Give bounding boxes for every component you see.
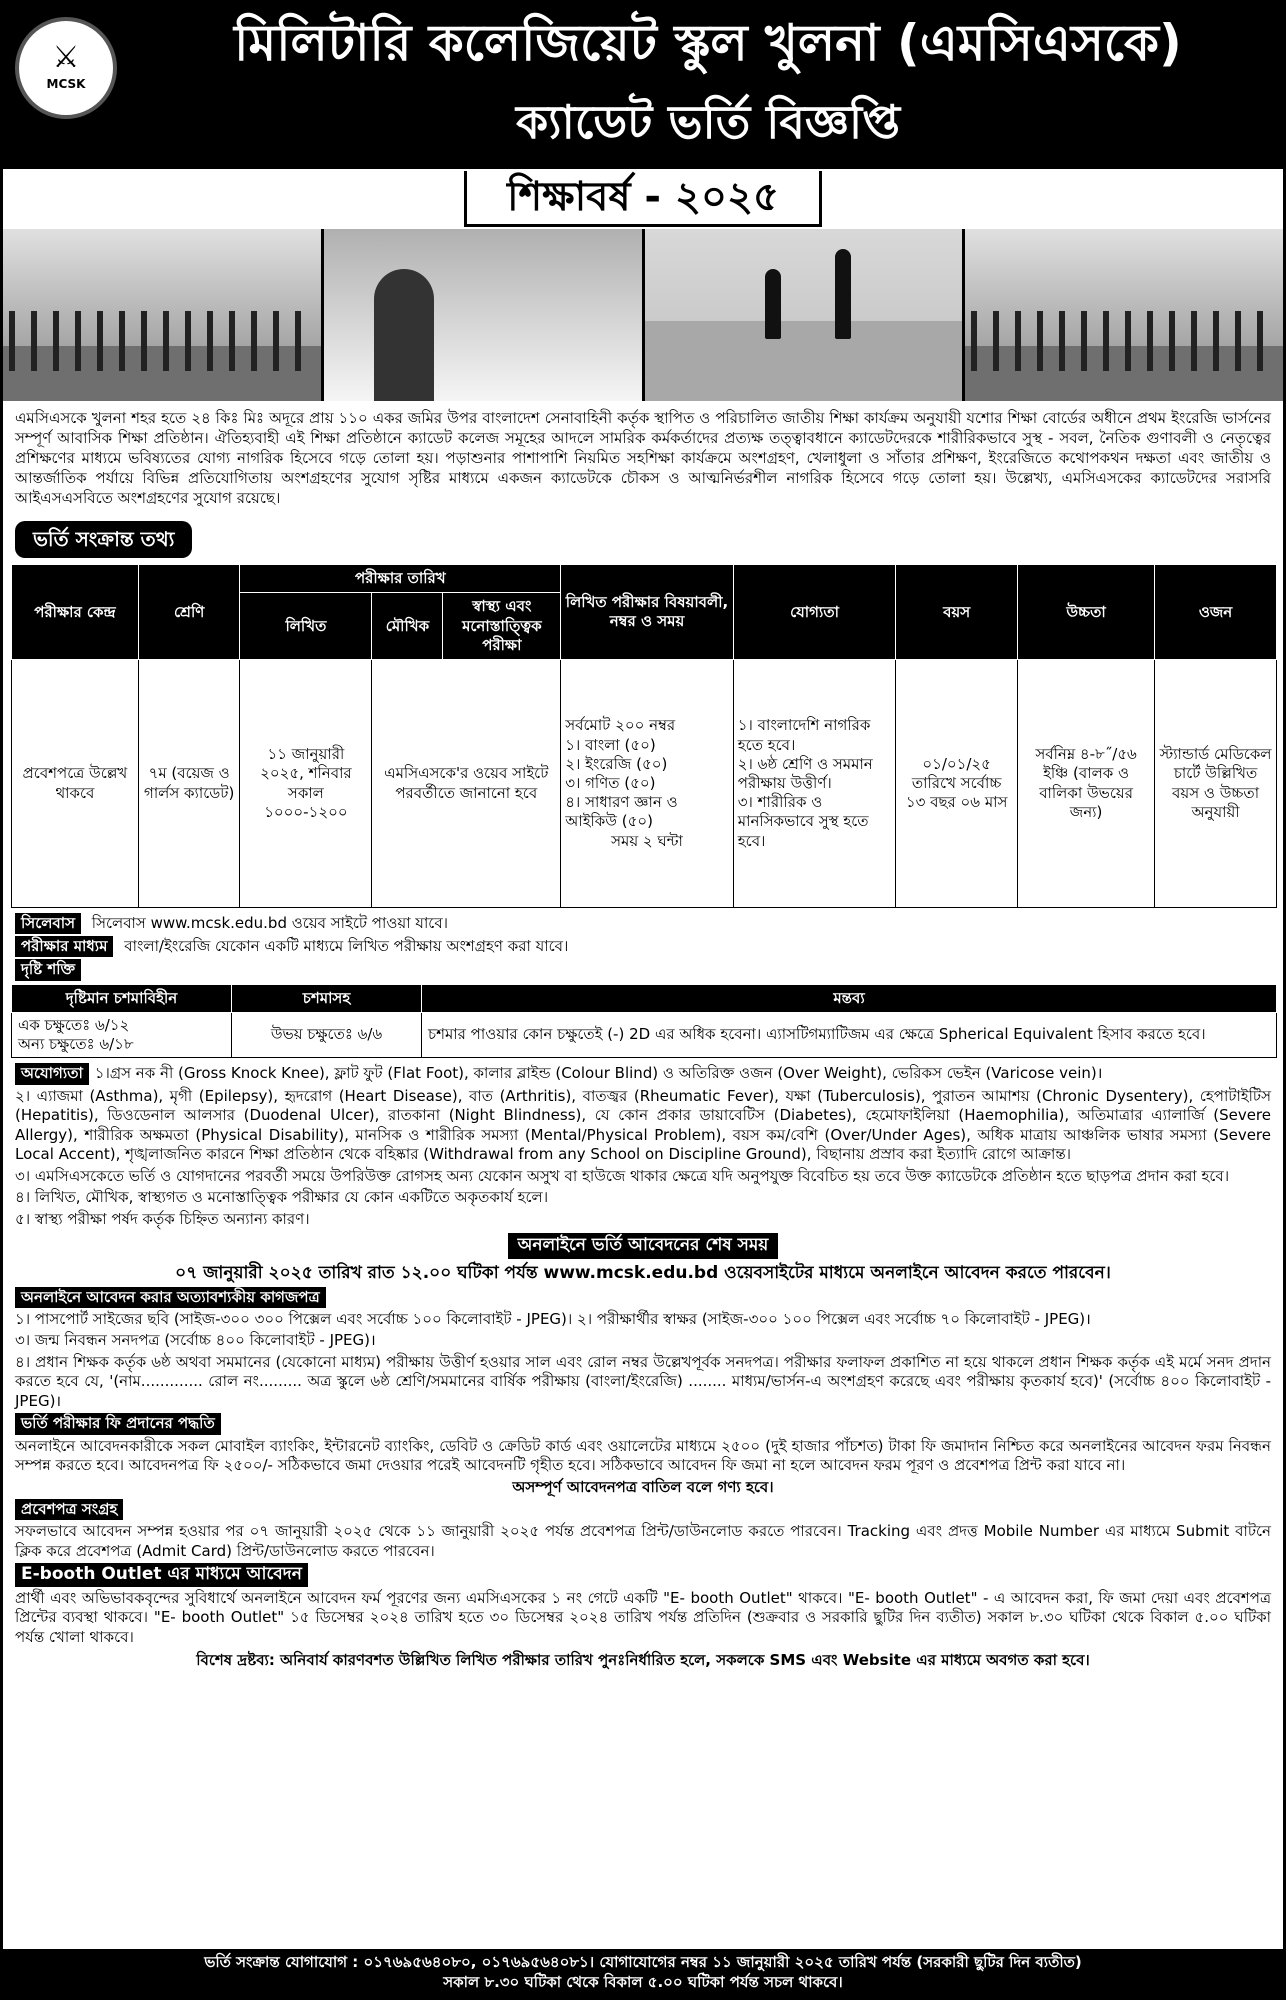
cell-height: সর্বনিম্ন ৪-৮˝/৫৬ ইঞ্চি (বালক ও বালিকা উভয়ের জন্য) <box>1018 660 1155 908</box>
ineligibility-item: ২। এ্যাজমা (Asthma), মৃগী (Epilepsy), হৃদরোগ (Heart Disease), বাত (Arthritis), বাতজ্বর (Rheumatic Fever), যক্ষা (Tuberculosis), পুরাতন আমাশয় (Chronic Dysentery), হেপাটাইটিস (Hepatitis), ডিওডেনাল আলসার (Duodenal Ulcer), রাতকানা (Night Blindness), যে কোন প্রকার ডায়াবেটিস (Diabetes), হেমোফাইলিয়া (Haemophilia), অতিমাত্রার এ্যালার্জি (Severe Allergy), শারীরিক অক্ষমতা (Physical Disability), মানসিক ও শারীরিক সমস্যা (Mental/Physical Problem), বয়স কম/বেশি (Over/Under Ages), অধিক মাত্রায় আঞ্চলিক ভাষার সমস্যা (Severe Local Accent), শৃঙ্খলাজনিত কারনে শিক্ষা প্রতিষ্ঠান থেকে বহিষ্কার (Withdrawal from any School on Discipline Ground), বিছানায় প্রস্রাব করা ইত্যাদি রোগে আক্রান্ত। <box>15 1086 1271 1164</box>
ineligibility-tag: অযোগ্যতা <box>15 1063 89 1085</box>
documents-heading <box>3 1286 1283 1309</box>
photo-strip <box>3 229 1283 401</box>
fee-text: অনলাইনে আবেদনকারীকে সকল মোবাইল ব্যাংকিং, ইন্টারনেট ব্যাংকিং, ডেবিট ও ক্রেডিট কার্ড এবং ওয়ালেটের মাধ্যমে ২৫০০ (দুই হাজার পাঁচশত) টাকা ফি জমাদান নিশ্চিত করে অনলাইনের আবেদন ফরম নিবন্ধন সম্পন্ন করতে হবে। আবেদনপত্র ফি ২৫০০/- সঠিকভাবে জমা দেওয়ার পরেই আবেদনটি গৃহীত হবে। সঠিকভাবে আবেদন ফি জমা না হলে আবেদন ফরম পূরণ ও প্রবেশপত্র প্রিন্ট করা যাবে না। <box>15 1436 1271 1475</box>
academic-year: শিক্ষাবর্ষ - ২০২৫ <box>464 171 822 227</box>
th-age: বয়স <box>896 565 1018 660</box>
th-with-glasses: চশমাসহ <box>232 984 422 1012</box>
photo-race <box>645 229 963 401</box>
th-remark: মন্তব্য <box>422 984 1277 1012</box>
medium-text: বাংলা/ইংরেজি যেকোন একটি মাধ্যমে লিখিত পরীক্ষায় অংশগ্রহণ করা যাবে। <box>124 937 569 956</box>
th-exam-date: পরীক্ষার তারিখ <box>240 565 561 593</box>
qualification-line: ৩। শারীরিক ও মানসিকভাবে সুস্থ হতে হবে। <box>737 793 869 850</box>
th-without-glasses: দৃষ্টিমান চশমাবিহীন <box>12 984 232 1012</box>
syllabus-tag: সিলেবাস <box>15 913 81 934</box>
subject-line: সময় ২ ঘন্টা <box>611 831 683 850</box>
deadline-tag: অনলাইনে ভর্তি আবেদনের শেষ সময় <box>508 1233 779 1259</box>
cell-subjects <box>561 660 734 908</box>
fee-tag: ভর্তি পরীক্ষার ফি প্রদানের পদ্ধতি <box>15 1413 221 1434</box>
th-weight: ওজন <box>1155 565 1277 660</box>
photo-drill <box>965 229 1283 401</box>
cell-oral-health: এমসিএসকে'র ওয়েব সাইটে পরবর্তীতে জানানো হবে <box>372 660 561 908</box>
vision-one-eye: এক চক্ষুতেঃ ৬/১২ <box>18 1015 130 1034</box>
ineligibility-item: ৫। স্বাস্থ্য পরীক্ষা পর্ষদ কর্তৃক চিহ্নিত অন্যান্য কারণ। <box>15 1209 310 1228</box>
document-item: ১। পাসপোর্ট সাইজের ছবি (সাইজ-৩০০ ৩০০ পিক্সেল এবং সর্বোচ্চ ১০০ কিলোবাইট - JPEG)। ২। পরীক্ষার্থীর স্বাক্ষর (সাইজ-৩০০ ১০০ পিক্সেল এবং সর্বোচ্চ ৭০ কিলোবাইট - JPEG)। <box>15 1309 1091 1328</box>
contact-footer <box>3 1949 1283 1997</box>
vision-line <box>3 958 1283 981</box>
syllabus-line <box>3 912 1283 935</box>
syllabus-text: সিলেবাস www.mcsk.edu.bd ওয়েব সাইটে পাওয়া যাবে। <box>91 914 449 933</box>
cell-with-glasses: উভয় চক্ষুতেঃ ৬/৬ <box>232 1012 422 1057</box>
photo-parade <box>3 229 321 401</box>
ineligibility-item: ৩। এমসিএসকেতে ভর্তি ও যোগদানের পরবর্তী সময়ে উপরিউক্ত রোগসহ অন্য যেকোন অসুখ বা হাউজে থাকার ক্ষেত্রে যদি অনুপযুক্ত বিবেচিত হয় তবে উক্ত ক্যাডেটকে প্রতিষ্ঠান হতে ছাড়পত্র প্রদান করা হবে। <box>15 1166 1230 1185</box>
documents-tag: অনলাইনে আবেদন করার অত্যাবশ্যকীয় কাগজপত্র <box>15 1287 326 1308</box>
photo-cadet <box>324 229 642 401</box>
subject-line: ২। ইংরেজি (৫০) <box>565 754 668 773</box>
th-subjects: লিখিত পরীক্ষার বিষয়াবলী, নম্বর ও সময় <box>561 565 734 660</box>
cell-weight: স্ট্যান্ডার্ড মেডিকেল চার্টে উল্লিখিত বয়স ও উচ্চতা অনুযায়ী <box>1155 660 1277 908</box>
cell-age: ০১/০১/২৫ তারিখে সর্বোচ্চ ১৩ বছর ০৬ মাস <box>896 660 1018 908</box>
cell-center: প্রবেশপত্রে উল্লেখ থাকবে <box>12 660 139 908</box>
ineligibility-text: ১।গ্রস নক নী (Gross Knock Knee), ফ্লাট ফুট (Flat Foot), কালার ব্লাইন্ড (Colour Blind) ও অতিরিক্ত ওজন (Over Weight), ভেরিকস ভেইন (Varicose vein)। <box>94 1064 1103 1083</box>
vision-table <box>11 984 1277 1059</box>
qualification-line: ২। ৬ষ্ঠ শ্রেণি ও সমমান পরীক্ষায় উত্তীর্ণ। <box>737 754 873 792</box>
cell-remark: চশমার পাওয়ার কোন চক্ষুতেই (-) 2D এর অধিক হবেনা। এ্যাসটিগম্যাটিজম এর ক্ষেত্রে Spherical Equivalent হিসাব করতে হবে। <box>422 1012 1277 1057</box>
notice-subtitle: ক্যাডেট ভর্তি বিজ্ঞপ্তি <box>516 95 900 149</box>
subject-line: সর্বমোট ২০০ নম্বর <box>565 716 676 735</box>
th-written: লিখিত <box>240 593 372 660</box>
ineligibility-item: ৪। লিখিত, মৌখিক, স্বাস্থ্যগত ও মনোস্তাত্ত্বিক পরীক্ষার যে কোন একটিতে অকৃতকার্য হলে। <box>15 1188 549 1207</box>
document-item: ৩। জন্ম নিবন্ধন সনদপত্র (সর্বোচ্চ ৪০০ কিলোবাইট - JPEG)। <box>15 1331 376 1350</box>
school-logo <box>15 17 117 119</box>
admit-tag: প্রবেশপত্র সংগ্রহ <box>15 1499 123 1520</box>
th-oral: মৌখিক <box>372 593 443 660</box>
th-center: পরীক্ষার কেন্দ্র <box>12 565 139 660</box>
subject-line: ৪। সাধারণ জ্ঞান ও আইকিউ (৫০) <box>565 793 678 831</box>
subject-line: ৩। গণিত (৫০) <box>565 773 656 792</box>
fee-heading <box>3 1412 1283 1435</box>
cell-qualification <box>733 660 895 908</box>
crossed-swords-icon: ⚔ <box>52 40 80 76</box>
ebooth-text: প্রার্থী এবং অভিভাবকবৃন্দের সুবিধার্থে অনলাইনে আবেদন ফর্ম পূরণের জন্য এমসিএসকের ১ নং গেটে একটি "E- booth Outlet" থাকবে। "E- booth Outlet" - এ আবেদন করা, ফি জমা দেয়া এবং প্রবেশপত্র প্রিন্টের ব্যবস্থা থাকবে। "E- booth Outlet" ১৫ ডিসেম্বর ২০২৪ তারিখ হতে ৩০ ডিসেম্বর ২০২৪ তারিখ পর্যন্ত প্রতিদিন (শুক্রবার ও সরকারি ছুটির দিন ব্যতীত) সকাল ৮.৩০ ঘটিকা থেকে বিকাল ৫.০০ ঘটিকা পর্যন্ত খোলা থাকবে। <box>15 1588 1271 1646</box>
deadline-text: ০৭ জানুয়ারী ২০২৫ তারিখ রাত ১২.০০ ঘটিকা পর্যন্ত www.mcsk.edu.bd ওয়েবসাইটের মাধ্যমে অনলাইনে আবেদন করতে পারবেন। <box>175 1262 1111 1283</box>
header <box>3 3 1283 169</box>
school-title: মিলিটারি কলেজিয়েট স্কুল খুলনা (এমসিএসকে) <box>234 14 1182 72</box>
admission-table <box>11 564 1277 908</box>
th-qualification: যোগ্যতা <box>733 565 895 660</box>
admit-text: সফলভাবে আবেদন সম্পন্ন হওয়ার পর ০৭ জানুয়ারী ২০২৫ থেকে ১১ জানুয়ারী ২০২৫ পর্যন্ত প্রবেশপত্র প্রিন্ট/ডাউনলোড করতে পারবেন। Tracking এবং প্রদত্ত Mobile Number এর মাধ্যমে Submit বাটনে ক্লিক করে প্রবেশপত্র (Admit Card) প্রিন্ট/ডাউনলোড করতে পারবেন। <box>15 1522 1271 1560</box>
vision-other-eye: অন্য চক্ষুতেঃ ৬/১৮ <box>18 1034 134 1053</box>
cell-written-date: ১১ জানুয়ারী ২০২৫, শনিবার সকাল ১০০০-১২০০ <box>240 660 372 908</box>
incomplete-note: অসম্পূর্ণ আবেদনপত্র বাতিল বলে গণ্য হবে। <box>512 1477 774 1496</box>
deadline-heading <box>3 1233 1283 1259</box>
ebooth-heading <box>3 1562 1283 1588</box>
th-height: উচ্চতা <box>1018 565 1155 660</box>
th-class: শ্রেণি <box>138 565 240 660</box>
special-note: বিশেষ দ্রষ্টব্য: অনিবার্য কারণবশত উল্লিখিত লিখিত পরীক্ষার তারিখ পুনঃনির্ধারিত হলে, সকলকে SMS এবং Website এর মাধ্যমে অবগত করা হবে। <box>196 1651 1090 1670</box>
contact-line-1: ভর্তি সংক্রান্ত যোগাযোগ : ০১৭৬৯৫৬৪০৮০, ০১৭৬৯৫৬৪০৮১। যোগাযোগের নম্বর ১১ জানুয়ারী ২০২৫ তারিখ পর্যন্ত (সরকারী ছুটির দিন ব্যতীত) <box>204 1953 1082 1971</box>
vision-tag: দৃষ্টি শক্তি <box>15 959 81 980</box>
ineligibility-item <box>3 1062 1283 1086</box>
qualification-line: ১। বাংলাদেশি নাগরিক হতে হবে। <box>737 716 871 754</box>
subject-line: ১। বাংলা (৫০) <box>565 735 656 754</box>
contact-line-2: সকাল ৮.৩০ ঘটিকা থেকে বিকাল ৫.০০ ঘটিকা পর্যন্ত সচল থাকবে। <box>443 1972 843 1991</box>
year-bar <box>3 169 1283 229</box>
cell-without-glasses <box>12 1012 232 1057</box>
ebooth-tag: E-booth Outlet এর মাধ্যমে আবেদন <box>15 1563 308 1587</box>
admit-heading <box>3 1498 1283 1521</box>
medium-tag: পরীক্ষার মাধ্যম <box>15 936 113 957</box>
intro-paragraph: এমসিএসকে খুলনা শহর হতে ২৪ কিঃ মিঃ অদূরে প্রায় ১১০ একর জমির উপর বাংলাদেশ সেনাবাহিনী কর্তৃক স্থাপিত ও পরিচালিত জাতীয় শিক্ষা কার্যক্রম অনুযায়ী যশোর শিক্ষা বোর্ডের অধীনে প্রথম ইংরেজি ভার্সনের সম্পূর্ণ আবাসিক শিক্ষা প্রতিষ্ঠান। ঐতিহ্যবাহী এই শিক্ষা প্রতিষ্ঠানে ক্যাডেট কলেজ সমূহের আদলে সামরিক কর্মকর্তাদের প্রত্যক্ষ তত্ত্বাবধানে ক্যাডেটদেরকে শারীরিকভাবে সুস্থ - সবল, নৈতিক গুণাবলী ও নেতৃত্বের প্রশিক্ষণের মাধ্যমে ভবিষ্যতের যোগ্য নাগরিক হিসেবে গড়ে তোলা হয়। পড়াশুনার পাশাপাশি নিয়মিত সহশিক্ষা কার্যক্রমে অংশগ্রহণ, খেলাধুলা ও সাঁতার প্রশিক্ষণ, ইংরেজিতে কথোপকথন দক্ষতা এবং জাতীয় ও আন্তর্জাতিক পর্যায়ে বিভিন্ন প্রতিযোগিতায় অংশগ্রহণের সুযোগ সৃষ্টির মাধ্যমে একজন ক্যাডেটকে চৌকস ও আত্মনির্ভরশীল নাগরিক হিসেবে গড়ে তোলা হয়। উল্লেখ্য, এমসিএসকের ক্যাডেটদের সরাসরি আইএসএসবিতে অংশগ্রহণের সুযোগ রয়েছে। <box>15 409 1271 507</box>
medium-line <box>3 935 1283 958</box>
cell-class: ৭ম (বয়েজ ও গার্লস ক্যাডেট) <box>138 660 240 908</box>
document-item: ৪। প্রধান শিক্ষক কর্তৃক ৬ষ্ঠ অথবা সমমানের (যেকোনো মাধ্যম) পরীক্ষায় উত্তীর্ণ হওয়ার সাল এবং রোল নম্বর উল্লেখপূর্বক সনদপত্র। পরীক্ষার ফলাফল প্রকাশিত না হয়ে থাকলে প্রধান শিক্ষক কর্তৃক এই মর্মে সনদ প্রদান করতে হবে যে, '(নাম............. রোল নং......... অত্র স্কুলে ৬ষ্ঠ শ্রেণি/সমমানের বার্ষিক পরীক্ষায় (বাংলা/ইংরেজি) ........ মাধ্যম/ভার্সন-এ অংশগ্রহণ করেছে এবং পরীক্ষায় কৃতকার্য হবে)' (সর্বোচ্চ ৪০০ কিলোবাইট - JPEG)। <box>15 1352 1271 1410</box>
logo-text: MCSK <box>46 77 86 92</box>
admission-section-title: ভর্তি সংক্রান্ত তথ্য <box>15 521 192 559</box>
th-health: স্বাস্থ্য এবং মনোস্তাত্ত্বিক পরীক্ষা <box>443 593 561 660</box>
